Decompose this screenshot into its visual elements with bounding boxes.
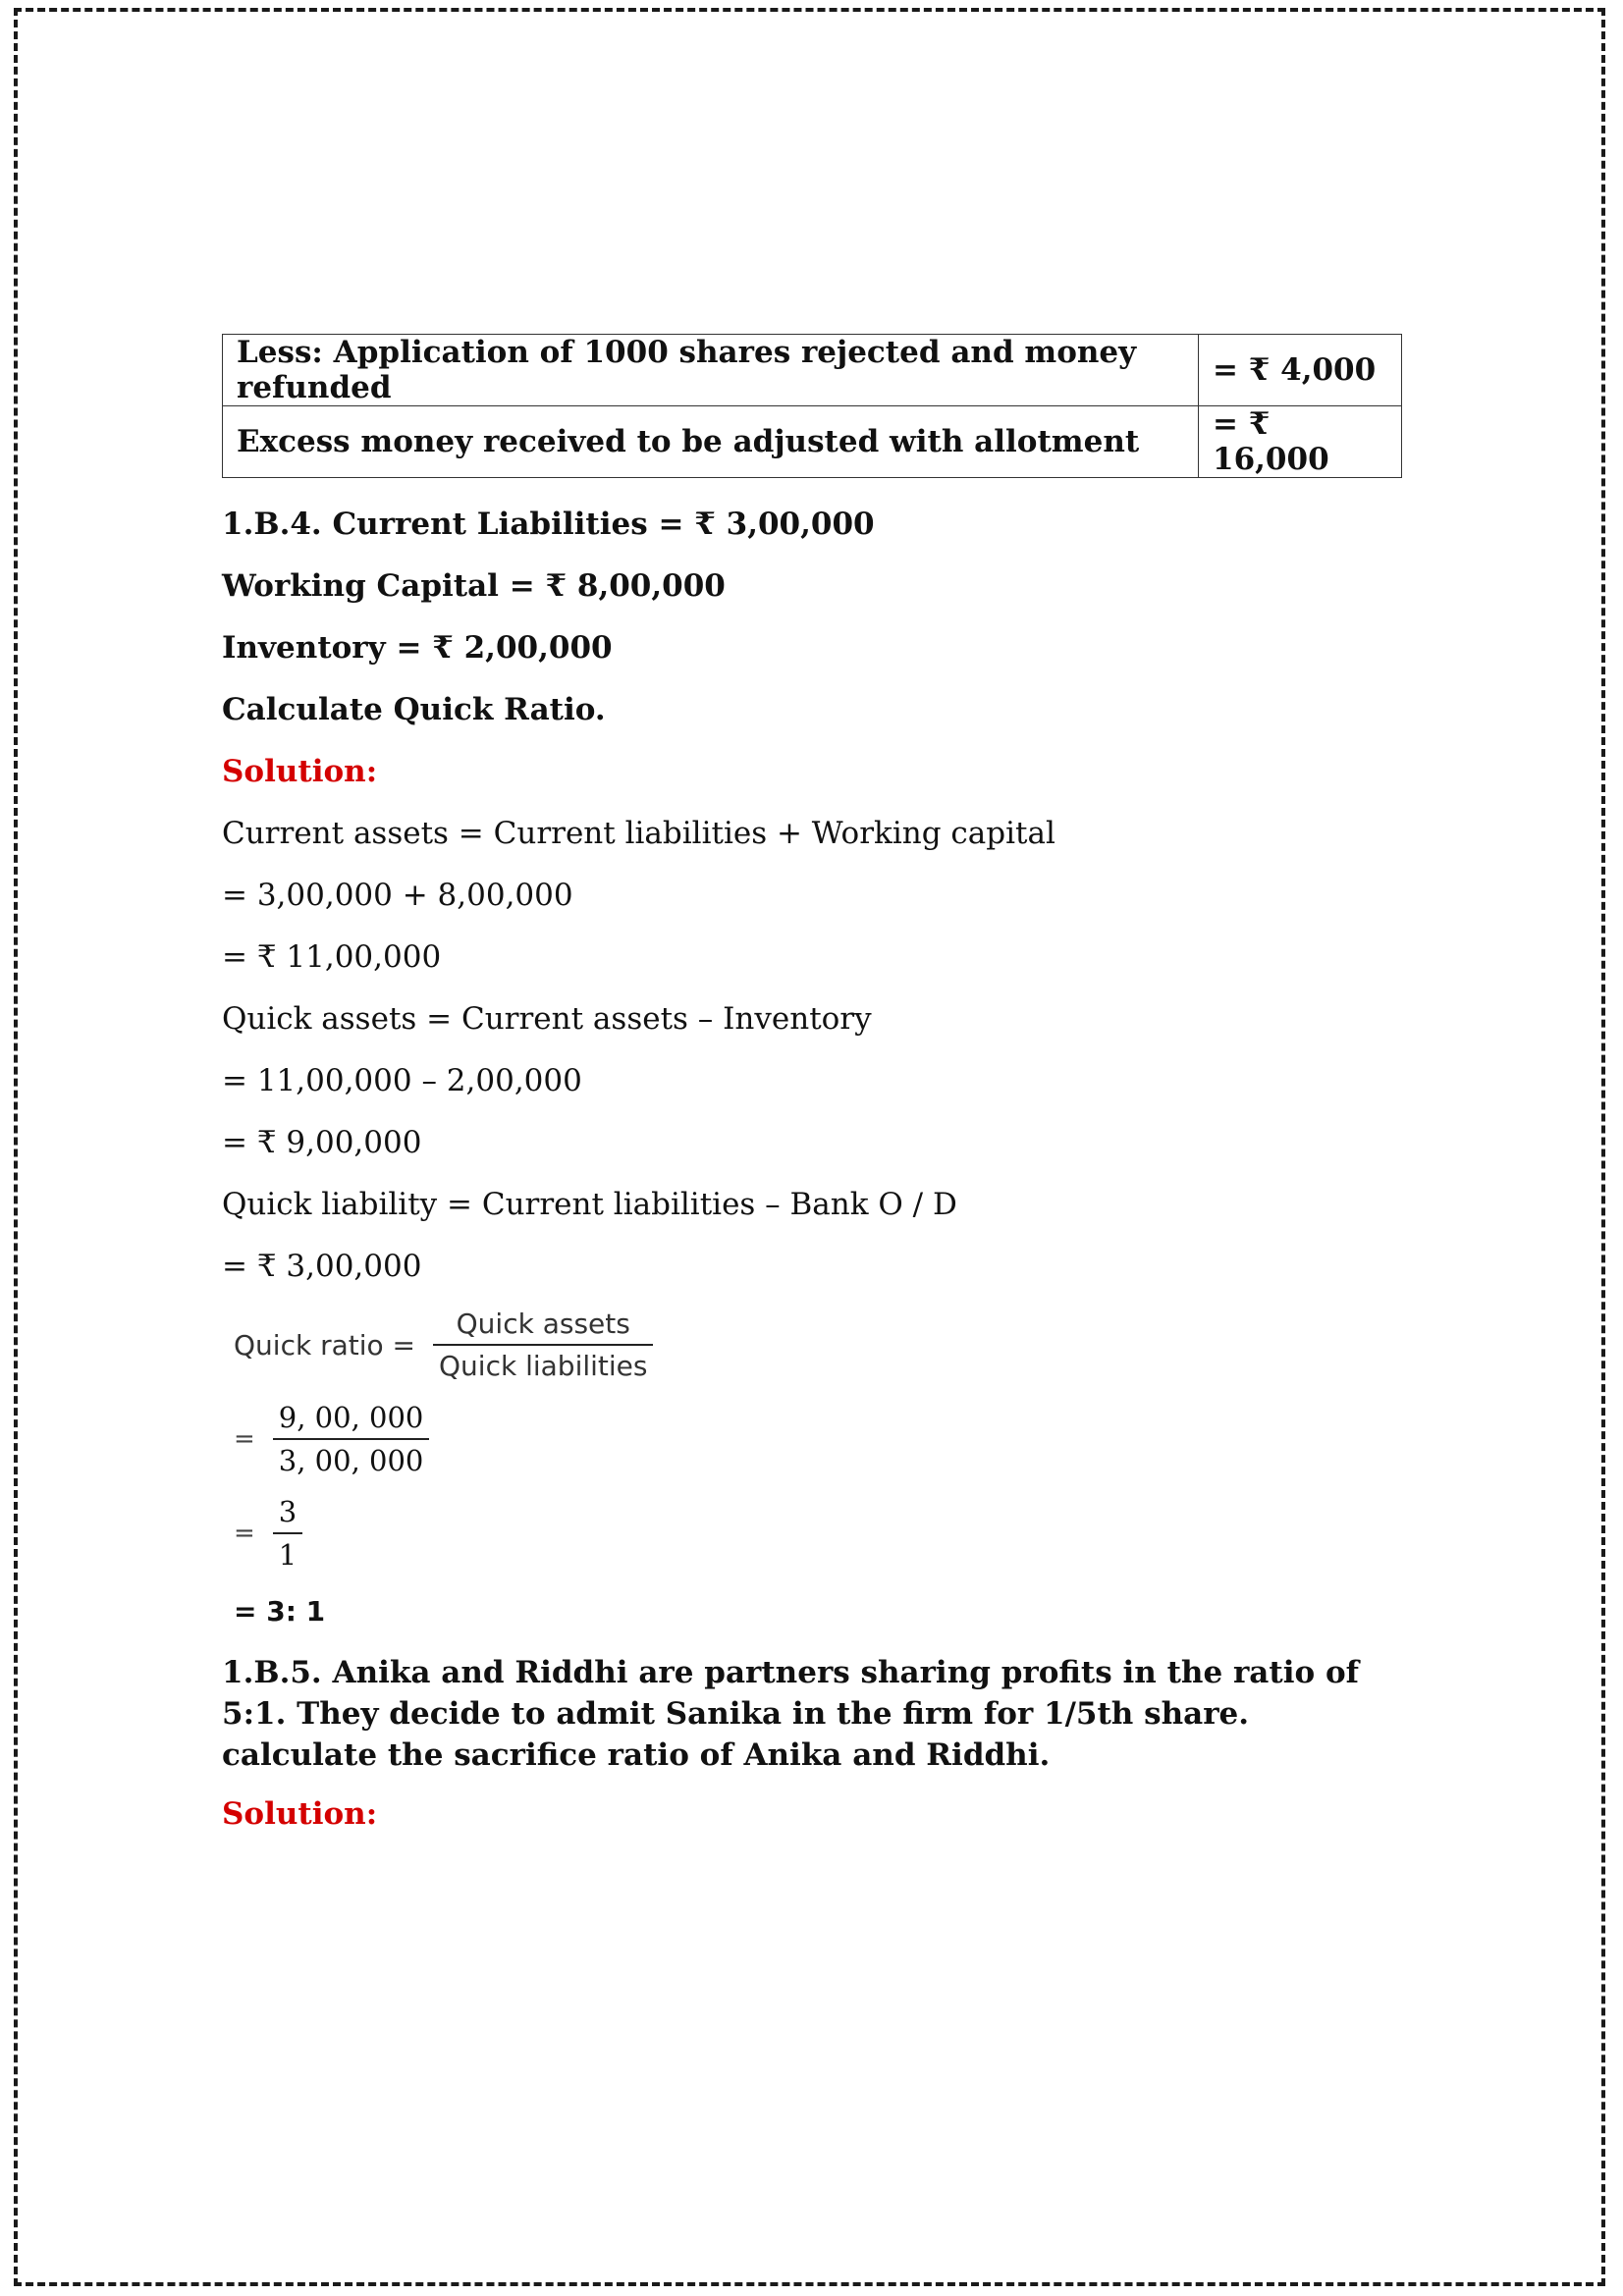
step-line: = 3,00,000 + 8,00,000 xyxy=(222,878,573,913)
q4-working-capital: Working Capital = ₹ 8,00,000 xyxy=(222,568,726,604)
fraction-numerator: 9, 00, 000 xyxy=(278,1401,424,1434)
table-cell-label: Less: Application of 1000 shares rejected and money refunded xyxy=(223,335,1199,406)
step-line: Quick liability = Current liabilities – Bank O / D xyxy=(222,1187,957,1222)
table-cell-label: Excess money received to be adjusted with allotment xyxy=(223,406,1199,478)
fraction-denominator: 3, 00, 000 xyxy=(278,1444,424,1477)
fraction-numerator: Quick assets xyxy=(456,1308,630,1340)
fraction-step-1 xyxy=(222,1392,1402,1486)
q4-question: Calculate Quick Ratio. xyxy=(222,692,606,727)
fraction-numerator: 3 xyxy=(278,1495,298,1528)
step-line: = ₹ 9,00,000 xyxy=(222,1125,422,1160)
q4-current-liabilities: 1.B.4. Current Liabilities = ₹ 3,00,000 xyxy=(222,507,875,542)
fraction-denominator: 1 xyxy=(278,1538,298,1572)
fraction xyxy=(273,1401,430,1477)
quick-ratio-formula xyxy=(222,1298,1402,1392)
q5-question: 1.B.5. Anika and Riddhi are partners sharing profits in the ratio of 5:1. They decide to admit Sanika in the firm for 1/5th share. calculate the sacrifice ratio of Anika and Riddhi. xyxy=(222,1655,1359,1773)
formula-lhs: Quick ratio = xyxy=(234,1328,415,1362)
question-5 xyxy=(222,1652,1402,1845)
step-line: Quick assets = Current assets – Inventory xyxy=(222,1001,872,1037)
step-line: = ₹ 11,00,000 xyxy=(222,939,442,975)
formula-fraction xyxy=(433,1308,653,1382)
step-line: = ₹ 3,00,000 xyxy=(222,1249,422,1284)
document-content xyxy=(222,334,1402,1845)
table-row xyxy=(223,406,1402,478)
equals-sign: = xyxy=(234,1519,255,1548)
fraction-bar xyxy=(273,1532,302,1534)
table-cell-value: = ₹ 16,000 xyxy=(1199,406,1402,478)
step-line: Current assets = Current liabilities + Working capital xyxy=(222,816,1055,851)
fraction xyxy=(273,1495,302,1572)
question-4 xyxy=(222,494,1402,1642)
q4-solution-label: Solution: xyxy=(222,754,378,789)
q4-inventory: Inventory = ₹ 2,00,000 xyxy=(222,630,613,666)
quick-ratio-result: = 3: 1 xyxy=(234,1595,326,1628)
table-cell-value: = ₹ 4,000 xyxy=(1199,335,1402,406)
table-row xyxy=(223,335,1402,406)
fraction-step-2 xyxy=(222,1486,1402,1580)
fraction-bar xyxy=(273,1438,430,1440)
calculation-table xyxy=(222,334,1402,478)
fraction-denominator: Quick liabilities xyxy=(439,1350,648,1382)
fraction-bar xyxy=(433,1344,653,1346)
q5-solution-label: Solution: xyxy=(222,1796,378,1832)
step-line: = 11,00,000 – 2,00,000 xyxy=(222,1063,582,1098)
equals-sign: = xyxy=(234,1424,255,1454)
